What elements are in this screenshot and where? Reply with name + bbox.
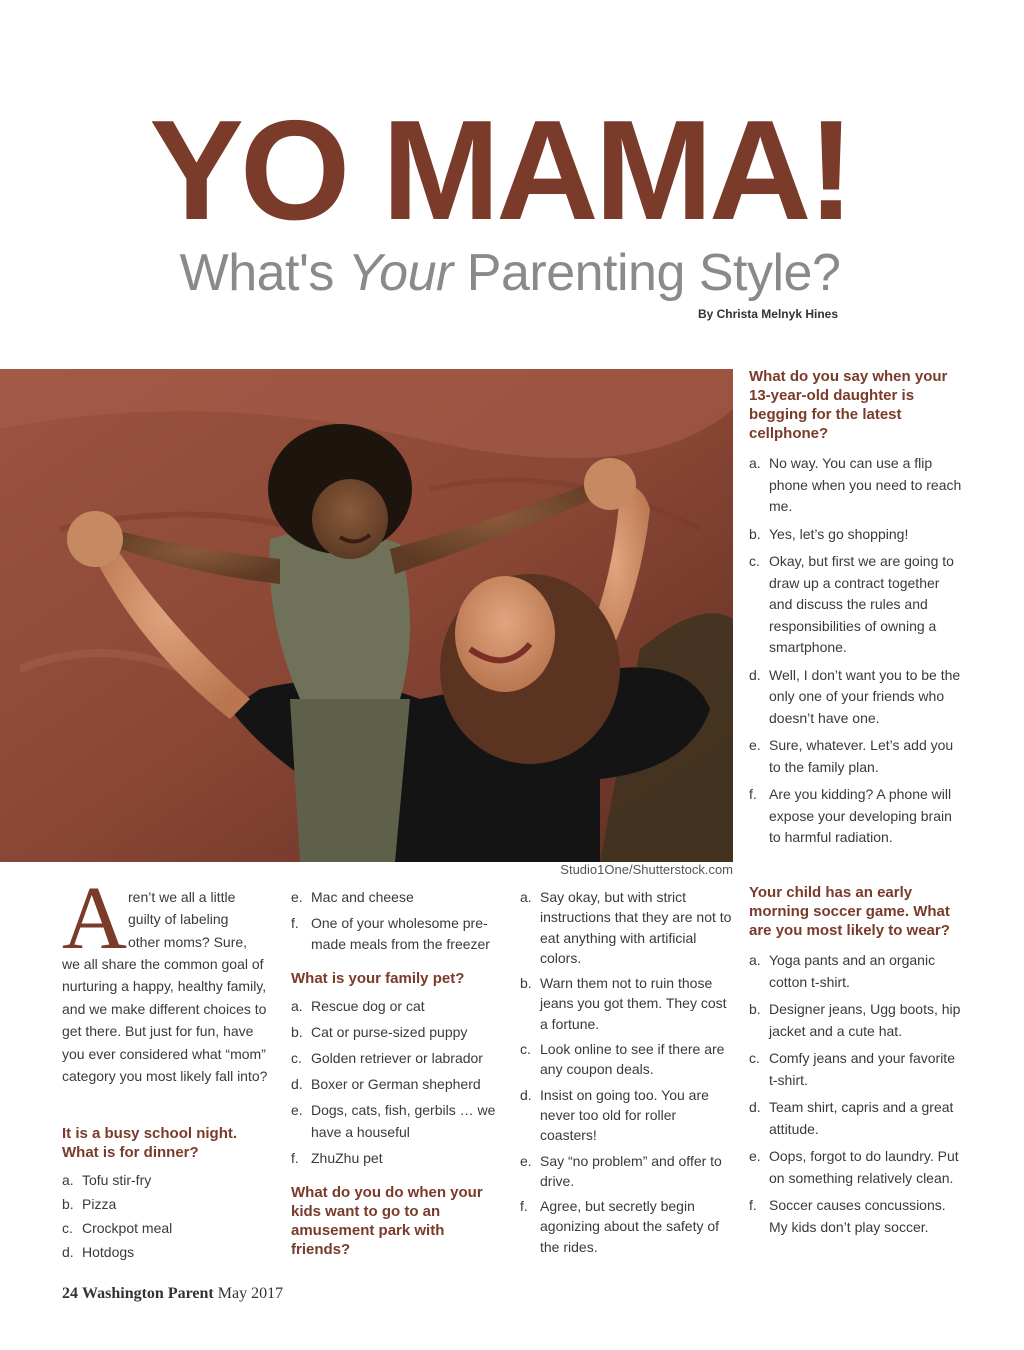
option-letter: e. [291,1102,303,1118]
option-letter: b. [749,1001,761,1017]
byline: By Christa Melnyk Hines [697,307,838,321]
answer-option [291,1100,497,1143]
question-heading: What do you say when your 13-year-old daughter is begging for the latest cellphone? [749,368,948,442]
option-text: Say “no problem” and offer to drive. [540,1152,722,1189]
answer-option [749,524,963,546]
subtitle-part-1: What's [179,244,348,302]
answer-option [749,784,963,849]
option-letter: c. [62,1220,73,1236]
option-text: ZhuZhu pet [311,1149,383,1166]
intro-line: other moms? Sure, [128,933,248,950]
option-letter: d. [749,1099,761,1115]
page-number: 24 [62,1285,78,1302]
option-text: Warn them not to ruin those jeans you got them. They cost a fortune. [540,975,727,1032]
answer-option [749,950,963,993]
option-text: Look online to see if there are any coupon deals. [540,1041,725,1078]
option-text: No way. You can use a flip phone when you need to reach me. [769,455,962,514]
question-heading: What do you do when your kids want to go to an amusement park with friends? [291,1184,483,1258]
subtitle-part-2: Parenting Style? [452,244,841,302]
answer-option [520,1039,734,1080]
answer-option [62,1218,262,1240]
option-letter: c. [749,553,760,569]
option-letter: d. [291,1076,303,1092]
option-letter: f. [291,914,299,931]
option-text: Yes, let’s go shopping! [769,525,909,542]
answer-option [520,1196,734,1257]
answer-list [520,887,734,1257]
option-letter: d. [62,1244,74,1260]
question-block-dinner [62,1124,262,1264]
intro-first-lines [128,886,268,953]
option-text: Yoga pants and an organic cotton t-shirt. [769,952,936,990]
question-block-dinner-continued [291,887,497,956]
answer-option [62,1242,262,1264]
answer-option [291,996,497,1018]
question-block-pet [291,969,497,1169]
option-text: Team shirt, capris and a great attitude. [769,1099,954,1137]
option-letter: e. [520,1152,532,1169]
option-text: Designer jeans, Ugg boots, hip jacket and a cute hat. [769,1001,961,1039]
answer-option [62,1170,262,1192]
option-letter: a. [749,952,761,968]
answer-list [749,453,963,849]
publication-name: Washington Parent [82,1285,214,1302]
answer-option [291,913,497,956]
answer-option [291,1022,497,1044]
option-letter: a. [62,1172,74,1188]
question-block-soccer [749,883,963,1238]
answer-option [520,1085,734,1146]
answer-option [291,1048,497,1070]
answer-option [749,1195,963,1238]
answer-option [520,973,734,1034]
question-heading: What is your family pet? [291,970,465,987]
subtitle-emphasis: Your [347,244,453,302]
option-text: Soccer causes concussions. My kids don’t play soccer. [769,1197,946,1235]
option-text: Okay, but first we are going to draw up a contract together and discuss the rules and responsibilities of owning a smartphone. [769,553,954,655]
option-letter: a. [520,889,532,905]
answer-option [749,1048,963,1091]
answer-option [291,1074,497,1096]
option-letter: f. [291,1149,299,1166]
option-text: Say okay, but with strict instructions that they are not to eat anything with artificial colors. [540,889,732,966]
answer-option [520,887,734,968]
drop-cap: A [62,869,127,968]
option-text: Insist on going too. You are never too old for roller coasters! [540,1086,709,1144]
option-text: Mac and cheese [311,889,414,905]
photo-credit: Studio1One/Shutterstock.com [560,862,733,877]
option-text: Agree, but secretly begin agonizing about the safety of the rides. [540,1198,720,1255]
answer-list [749,950,963,1238]
intro-line: ren’t we all a little [128,889,236,905]
option-text: Tofu stir-fry [82,1172,152,1188]
option-text: Well, I don’t want you to be the only one of your friends who doesn’t have one. [769,666,961,726]
option-text: Crockpot meal [82,1220,173,1236]
hero-photo [0,369,733,862]
answer-list [291,887,497,956]
issue-date: May 2017 [217,1285,284,1302]
answer-option [291,887,497,909]
question-heading-amusement-park [291,1183,491,1259]
option-letter: b. [520,975,532,992]
intro-paragraph: we all share the common goal of nurturing a happy, healthy family, and we make different choices to get there. But just for fun, have you ever considered what “mom” category you most likely fall into? [62,956,268,1085]
option-letter: e. [291,889,303,905]
answer-list [291,996,497,1169]
option-letter: f. [520,1198,528,1215]
option-letter: e. [749,737,761,753]
answer-option [520,1151,734,1192]
page-footer [62,1285,283,1303]
answer-option [749,735,963,778]
answer-option [749,665,963,730]
option-text: Boxer or German shepherd [311,1076,481,1092]
page-title: YO MAMA! [149,91,851,250]
question-block-amusement-park [520,887,734,1257]
option-letter: e. [749,1148,761,1164]
answer-option [749,999,963,1042]
option-letter: b. [291,1024,303,1040]
option-text: Rescue dog or cat [311,998,425,1014]
option-letter: a. [291,998,303,1014]
option-letter: c. [291,1050,302,1066]
question-block-cellphone [749,367,963,849]
mother-daughter-illustration [0,369,733,862]
option-letter: c. [749,1050,760,1066]
answer-option [291,1148,497,1170]
answer-list [62,1170,262,1264]
option-letter: b. [62,1196,74,1212]
option-text: Cat or purse-sized puppy [311,1024,468,1040]
option-letter: f. [749,1197,757,1213]
option-letter: b. [749,525,761,542]
option-letter: d. [520,1086,532,1103]
option-letter: c. [520,1041,531,1058]
option-letter: d. [749,666,761,683]
option-text: Comfy jeans and your favorite t-shirt. [769,1050,955,1088]
option-text: Oops, forgot to do laundry. Put on something relatively clean. [769,1148,959,1186]
option-text: Hotdogs [82,1244,135,1260]
option-letter: a. [749,455,761,471]
question-heading: Your child has an early morning soccer game. What are you most likely to wear? [749,884,950,939]
option-text: One of your wholesome pre-made meals from the freezer [311,914,490,952]
answer-option [62,1194,262,1216]
option-text: Are you kidding? A phone will expose your developing brain to harmful radiation. [769,786,952,845]
intro-line: guilty of labeling [128,911,229,928]
option-text: Dogs, cats, fish, gerbils … we have a houseful [311,1102,496,1140]
option-text: Golden retriever or labrador [311,1050,483,1066]
answer-option [749,453,963,518]
question-heading: It is a busy school night. What is for dinner? [62,1125,238,1161]
answer-option [749,551,963,659]
page-subtitle [0,246,1020,301]
answer-option [749,1097,963,1140]
option-letter: f. [749,786,757,802]
option-text: Sure, whatever. Let’s add you to the family plan. [769,737,954,775]
option-text: Pizza [82,1196,117,1212]
answer-option [749,1146,963,1189]
